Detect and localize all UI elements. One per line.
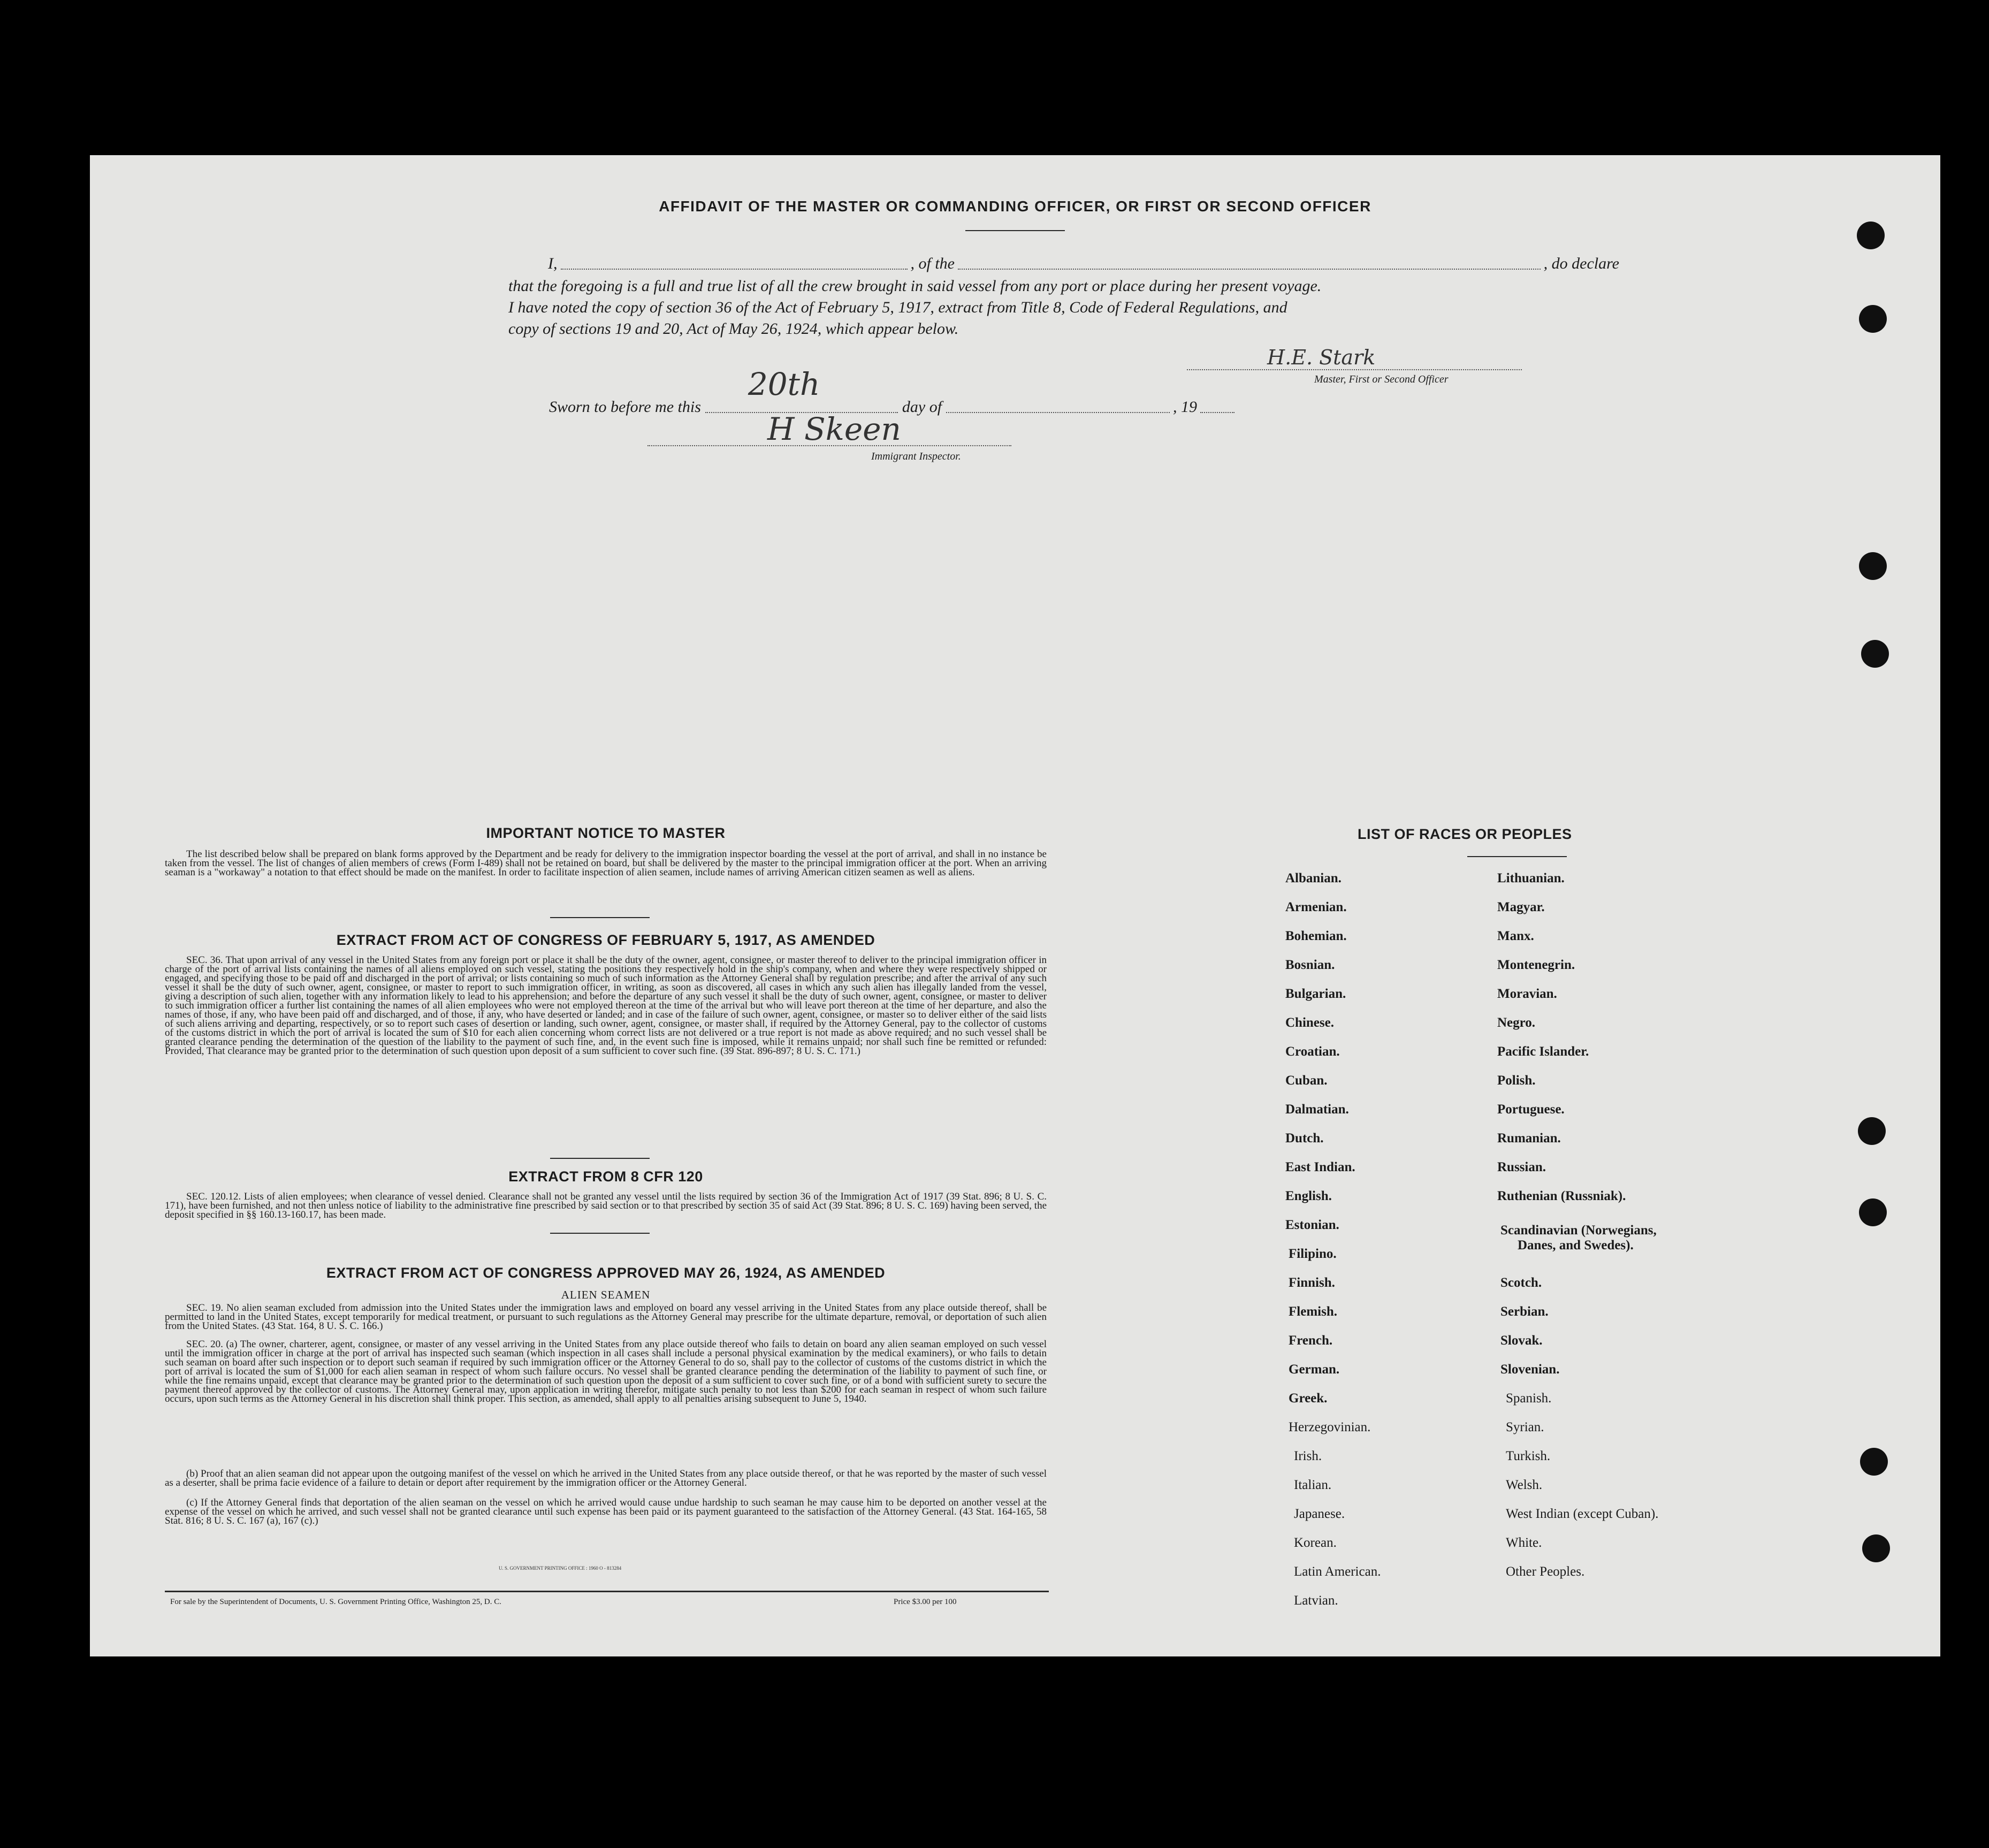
extract-1917-text: SEC. 36. That upon arrival of any vessel in the United States from any foreign port or place it shall be the duty of the owner, agent, consignee, or master thereof to deliver to the principal immigration officer in charge of the port of arrival lists containing the names of all aliens employed on such vessel, stating the positions they respectively hold in the ship's company, when and where they were respectively shipped or engaged, and specifying those to be paid off and discharged in the port of arrival; or lists containing so much of such information as the Attorney General shall by regulation prescribe; and after the arrival of any such vessel it shall be the duty of such owner, agent, consignee, or master to report to such immigration officer, in writing, as soon as discovered, all cases in which any such alien has illegally landed from the vessel, giving a description of such alien, together with any information likely to lead to his apprehension; and before the departure of any such vessel it shall be the duty of such owner, agent, consignee, or master to deliver to such immigration officer a further list containing the names of all alien employees who were not employed thereon at the time of the arrival but who will leave port thereon at the time of her departure, and also the names of those, if any, who have been paid off and discharged, and of those, if any, who have deserted or landed; and in case of the failure of such owner, agent, consignee, or master so to deliver either of the said lists of such aliens arriving and departing, respectively, or so to report such cases of desertion or landing, such owner, agent, consignee, or master shall, if required by the Attorney General, pay to the collector of customs of the customs district in which the port of arrival is located the sum of $10 for each alien concerning whom correct lists are not delivered or a true report is not made as above required; and no such vessel shall be granted clearance pending the determination of the question of the liability to the payment of such fine, and, in the event such fine is imposed, while it remains unpaid; nor shall such fine be remitted or refunded: Provided, That clearance may be granted prior to the determination of such question upon deposit of a sum sufficient to cover such fine. (39 Stat. 896-897; 8 U. S. C. 171.) bbox=[165, 954, 1047, 1057]
extract-cfr-text: SEC. 120.12. Lists of alien employees; when clearance of vessel denied. Clearance shall not be granted any vessel until the lists required by section 36 of the Immigration Act of 1917 (39 Stat. 896; 8 U. S. C. 171), have been furnished, and not then unless notice of liability to the administrative fine prescribed by said section or to that prescribed by section 35 of said Act (39 Stat. 896; 8 U. S. C. 169) having been served, the deposit specified in §§ 160.13-160.17, has been made. bbox=[165, 1191, 1047, 1220]
declarant-prefix: I, bbox=[548, 255, 558, 272]
race-item: Filipino. bbox=[1289, 1247, 1337, 1261]
sworn-day-value: 20th bbox=[748, 366, 820, 402]
races-divider bbox=[1467, 856, 1567, 857]
race-item: Rumanian. bbox=[1497, 1131, 1561, 1146]
race-item: Portuguese. bbox=[1497, 1102, 1565, 1117]
notice-text: The list described below shall be prepared on blank forms approved by the Department and be ready for delivery to the immigration inspector boarding the vessel at the port of arrival, and shall in no instance be taken from the vessel. The list of changes of alien members of crews (Form I-489) shall not be retained on board, but shall be delivered by the master to the principal immigration officer at the port. When an arriving seaman is a "workaway" a notation to that effect should be made on the manifest. In order to facilitate inspection of alien seamen, include names of arriving American citizen seamen as well as aliens. bbox=[165, 849, 1047, 878]
vessel-name-field[interactable] bbox=[958, 269, 1541, 270]
race-item: Slovak. bbox=[1500, 1333, 1543, 1348]
race-item: Other Peoples. bbox=[1506, 1564, 1585, 1579]
punch-hole bbox=[1857, 222, 1885, 249]
race-item: Scandinavian (Norwegians, bbox=[1500, 1223, 1657, 1238]
affidavit-line-4: copy of sections 19 and 20, Act of May 26, 1924, which appear below. bbox=[508, 320, 959, 338]
punch-hole bbox=[1861, 640, 1889, 668]
extract-1917-divider bbox=[550, 1158, 650, 1159]
race-item: French. bbox=[1289, 1333, 1333, 1348]
race-item: Manx. bbox=[1497, 929, 1534, 943]
race-item: Estonian. bbox=[1285, 1218, 1339, 1232]
race-item: East Indian. bbox=[1285, 1160, 1355, 1174]
printer-imprint: U. S. GOVERNMENT PRINTING OFFICE : 1960 O - 813284 bbox=[499, 1566, 622, 1571]
sworn-day-of: day of bbox=[902, 398, 942, 416]
punch-hole bbox=[1859, 552, 1887, 580]
extract-1924-sec20b: (b) Proof that an alien seaman did not appear upon the outgoing manifest of the vessel on which he arrived in the United States from any place outside thereof, or that he was reported by the master of such vessel as a deserter, shall be prima facie evidence of a failure to detain or deport after requirement by the immigration officer or the Attorney General. bbox=[165, 1468, 1047, 1488]
footer-rule bbox=[165, 1591, 1049, 1592]
affidavit-line-3: I have noted the copy of section 36 of the Act of February 5, 1917, extract from Title 8, Code of Federal Regulations, and bbox=[508, 299, 1287, 316]
sworn-year-prefix: , 19 bbox=[1173, 398, 1198, 416]
extract-1924-sec20c: (c) If the Attorney General finds that deportation of the alien seaman on the vessel on which he arrived would cause undue hardship to such seaman he may cause him to be deported on another vessel at the expense of the vessel on which he arrived, and such vessel shall not be granted clearance until such expense has been paid or its payment guaranteed to the satisfaction of the Attorney General. (43 Stat. 164-165, 58 Stat. 816; 8 U. S. C. 167 (a), 167 (c).) bbox=[165, 1497, 1047, 1526]
races-title: LIST OF RACES OR PEOPLES bbox=[1358, 826, 1572, 842]
race-item: Italian. bbox=[1294, 1478, 1332, 1492]
vessel-prefix: , of the bbox=[910, 255, 955, 272]
master-signature: H.E. Stark bbox=[1267, 346, 1376, 369]
inspector-signature-line[interactable] bbox=[647, 445, 1011, 446]
race-item: German. bbox=[1289, 1362, 1340, 1377]
punch-hole bbox=[1859, 1198, 1887, 1226]
race-item: Herzegovinian. bbox=[1289, 1420, 1371, 1434]
race-item: Albanian. bbox=[1285, 871, 1342, 885]
race-item: Japanese. bbox=[1294, 1507, 1345, 1521]
race-item: Moravian. bbox=[1497, 987, 1557, 1001]
race-item: Bohemian. bbox=[1285, 929, 1347, 943]
race-item: Croatian. bbox=[1285, 1044, 1340, 1059]
race-item: West Indian (except Cuban). bbox=[1506, 1507, 1659, 1521]
notice-divider bbox=[550, 917, 650, 918]
affidavit-title: AFFIDAVIT OF THE MASTER OR COMMANDING OFFICER, OR FIRST OR SECOND OFFICER bbox=[659, 198, 1371, 215]
declarant-name-field[interactable] bbox=[561, 269, 908, 270]
race-item: Bulgarian. bbox=[1285, 987, 1346, 1001]
race-item: Ruthenian (Russniak). bbox=[1497, 1189, 1626, 1203]
extract-1917-title: EXTRACT FROM ACT OF CONGRESS OF FEBRUARY 5, 1917, AS AMENDED bbox=[336, 932, 875, 948]
race-item: Scotch. bbox=[1500, 1276, 1542, 1290]
punch-hole bbox=[1862, 1534, 1890, 1562]
master-caption: Master, First or Second Officer bbox=[1314, 373, 1449, 385]
affidavit-line-1 bbox=[548, 255, 1619, 273]
sworn-month-field[interactable] bbox=[946, 412, 1170, 413]
race-item: Latvian. bbox=[1294, 1593, 1338, 1608]
punch-hole bbox=[1859, 305, 1887, 333]
title-divider bbox=[965, 230, 1065, 231]
form-sheet bbox=[90, 155, 1940, 1656]
declare-suffix: , do declare bbox=[1543, 255, 1619, 272]
master-signature-line[interactable] bbox=[1187, 369, 1522, 370]
race-item: Latin American. bbox=[1294, 1564, 1381, 1579]
race-item: White. bbox=[1506, 1536, 1542, 1550]
inspector-caption: Immigrant Inspector. bbox=[871, 450, 961, 462]
affidavit-line-2: that the foregoing is a full and true list of all the crew brought in said vessel from any port or place during her present voyage. bbox=[508, 277, 1322, 295]
race-item: Serbian. bbox=[1500, 1304, 1549, 1319]
race-item: Montenegrin. bbox=[1497, 958, 1575, 972]
extract-1924-title: EXTRACT FROM ACT OF CONGRESS APPROVED MAY 26, 1924, AS AMENDED bbox=[326, 1265, 886, 1281]
extract-1924-sec20: SEC. 20. (a) The owner, charterer, agent, consignee, or master of any vessel arriving in the United States from any place outside thereof who fails to detain on board any alien seaman employed on such vessel until the immigration officer in charge at the port of arrival has inspected such seaman (which inspection in all cases shall include a personal physical examination by the medical examiners), or who fails to detain such seaman on board after such inspection or to deport such seaman if required by such immigration officer or the Attorney General to do so, shall pay to the collector of customs of the customs district in which the port of arrival is located the sum of $1,000 for each alien seaman in respect of whom such failure occurs. No vessel shall be granted clearance pending the determination of the liability to payment of such fine, or while the fine remains unpaid, except that clearance may be granted prior to the determination of such question upon the deposit of a sum sufficient to cover such fine, or of a bond with sufficient surety to secure the payment thereof approved by the collector of customs. The Attorney General may, upon application in writing therefor, mitigate such penalty to not less than $200 for each seaman in respect of whom such failure occurs, upon such terms as the Attorney General in his discretion shall think proper. This section, as amended, shall apply to all penalties arising subsequent to June 5, 1940. bbox=[165, 1339, 1047, 1404]
punch-hole bbox=[1858, 1117, 1886, 1145]
race-item: Turkish. bbox=[1506, 1449, 1551, 1463]
race-item: Magyar. bbox=[1497, 900, 1545, 914]
race-item: Finnish. bbox=[1289, 1276, 1335, 1290]
race-item: Lithuanian. bbox=[1497, 871, 1565, 885]
race-item: Russian. bbox=[1497, 1160, 1546, 1174]
extract-1924-sec19: SEC. 19. No alien seaman excluded from admission into the United States under the immigration laws and employed on board any vessel arriving in the United States from any place outside thereof, shall be permitted to land in the United States, except temporarily for medical treatment, or pursuant to such regulations as the Attorney General may prescribe for the ultimate departure, removal, or deportation of such alien from the United States. (43 Stat. 164, 8 U. S. C. 166.) bbox=[165, 1302, 1047, 1332]
footer-price: Price $3.00 per 100 bbox=[894, 1598, 957, 1606]
race-item: Danes, and Swedes). bbox=[1518, 1238, 1634, 1253]
extract-1924-subtitle: ALIEN SEAMEN bbox=[561, 1288, 651, 1301]
race-item: Cuban. bbox=[1285, 1073, 1328, 1088]
race-item: Dalmatian. bbox=[1285, 1102, 1349, 1117]
sworn-year-field[interactable] bbox=[1200, 412, 1234, 413]
race-item: Negro. bbox=[1497, 1015, 1536, 1030]
sworn-prefix: Sworn to before me this bbox=[549, 398, 701, 416]
extract-cfr-title: EXTRACT FROM 8 CFR 120 bbox=[508, 1169, 703, 1185]
race-item: Spanish. bbox=[1506, 1391, 1552, 1406]
race-item: Irish. bbox=[1294, 1449, 1322, 1463]
race-item: Syrian. bbox=[1506, 1420, 1544, 1434]
extract-cfr-divider bbox=[550, 1233, 650, 1234]
race-item: Greek. bbox=[1289, 1391, 1328, 1406]
race-item: English. bbox=[1285, 1189, 1332, 1203]
race-item: Dutch. bbox=[1285, 1131, 1324, 1146]
inspector-signature: H Skeen bbox=[767, 411, 901, 447]
race-item: Slovenian. bbox=[1500, 1362, 1560, 1377]
race-item: Polish. bbox=[1497, 1073, 1536, 1088]
race-item: Armenian. bbox=[1285, 900, 1347, 914]
footer-sale-text: For sale by the Superintendent of Documents, U. S. Government Printing Office, Washington 25, D. C. bbox=[170, 1598, 501, 1606]
race-item: Flemish. bbox=[1289, 1304, 1337, 1319]
race-item: Pacific Islander. bbox=[1497, 1044, 1589, 1059]
race-item: Chinese. bbox=[1285, 1015, 1334, 1030]
notice-title: IMPORTANT NOTICE TO MASTER bbox=[486, 825, 726, 841]
race-item: Welsh. bbox=[1506, 1478, 1543, 1492]
race-item: Bosnian. bbox=[1285, 958, 1335, 972]
punch-hole bbox=[1860, 1448, 1888, 1476]
race-item: Korean. bbox=[1294, 1536, 1337, 1550]
